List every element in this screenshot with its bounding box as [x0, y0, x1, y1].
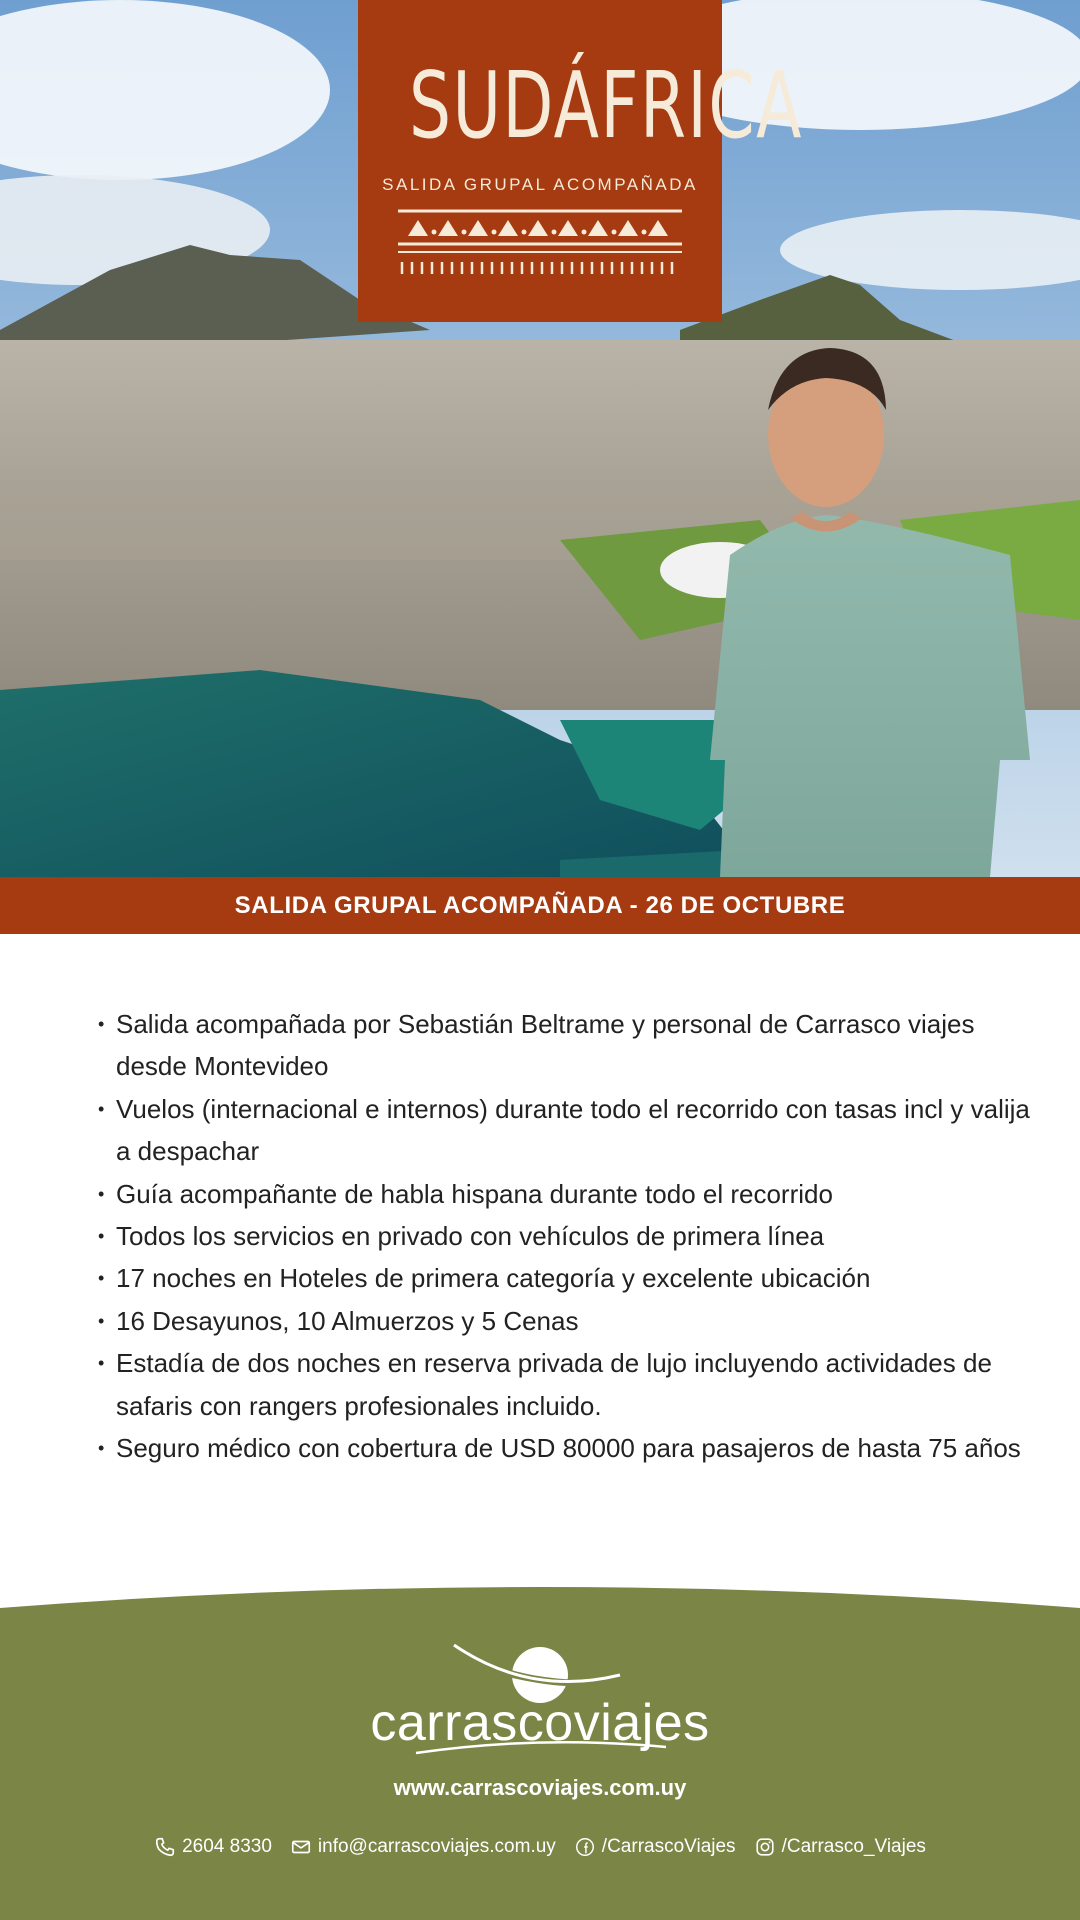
instagram-contact[interactable]: [754, 1836, 926, 1858]
facebook-icon: [574, 1836, 596, 1858]
destination-title: SUDÁFRICA: [408, 52, 803, 159]
feature-item: • Seguro médico con cobertura de USD 80000 para pasajeros de hasta 75 años: [96, 1427, 1036, 1469]
feature-item: • Salida acompañada por Sebastián Beltrame y personal de Carrasco viajes desde Montevideo: [96, 1003, 1036, 1088]
feature-item: • Estadía de dos noches en reserva privada de lujo incluyendo actividades de safaris con rangers profesionales incluido.: [96, 1342, 1036, 1427]
brand-name: carrascoviajes: [370, 1694, 710, 1752]
instagram-handle: /Carrasco_Viajes: [781, 1836, 926, 1857]
feature-item: • Vuelos (internacional e internos) durante todo el recorrido con tasas incl y valija a despachar: [96, 1088, 1036, 1173]
departure-date-banner: SALIDA GRUPAL ACOMPAÑADA - 26 DE OCTUBRE: [0, 877, 1080, 934]
title-badge: [358, 0, 803, 322]
email-address: info@carrascoviajes.com.uy: [317, 1836, 556, 1857]
tribal-pattern-decoration: [398, 208, 682, 278]
email-contact[interactable]: [290, 1836, 556, 1858]
feature-item: • 16 Desayunos, 10 Almuerzos y 5 Cenas: [96, 1300, 1036, 1342]
hero-image: [0, 0, 1080, 877]
features-list: [96, 1003, 1036, 1469]
phone-contact[interactable]: [154, 1836, 272, 1858]
title-subtitle: SALIDA GRUPAL ACOMPAÑADA: [382, 175, 698, 194]
contact-bar: [0, 1836, 1080, 1858]
phone-icon: [154, 1836, 176, 1858]
website-link[interactable]: www.carrascoviajes.com.uy: [393, 1775, 687, 1800]
instagram-icon: [754, 1836, 776, 1858]
phone-number: 2604 8330: [182, 1836, 272, 1857]
facebook-contact[interactable]: [574, 1836, 736, 1858]
mail-icon: [290, 1836, 312, 1858]
feature-item: • Todos los servicios en privado con vehículos de primera línea: [96, 1215, 1036, 1257]
feature-item: • 17 noches en Hoteles de primera categoría y excelente ubicación: [96, 1257, 1036, 1299]
feature-item: • Guía acompañante de habla hispana durante todo el recorrido: [96, 1173, 1036, 1215]
facebook-handle: /CarrascoViajes: [601, 1836, 736, 1857]
